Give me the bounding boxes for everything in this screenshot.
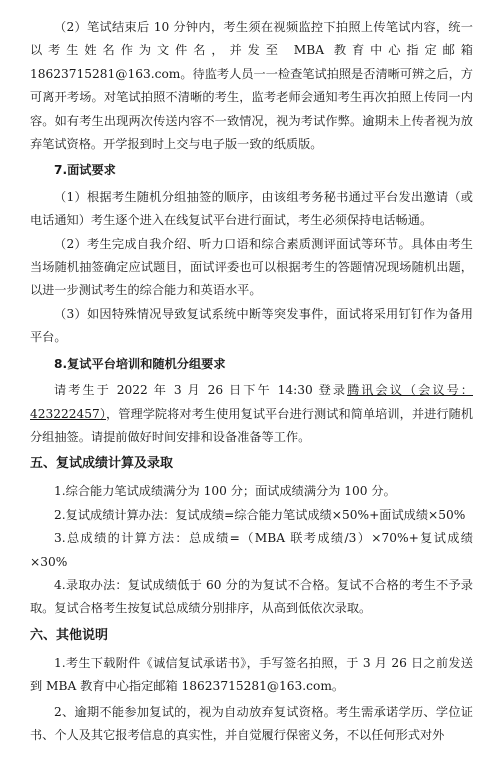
section-8-heading: 8.复试平台培训和随机分组要求 — [54, 356, 226, 371]
section-7-paragraph-2: （2）考生完成自我介绍、听力口语和综合素质测评面试等环节。具体由考生当场随机抽签确定应试题目，面试评委也可以根据考生的答题情况现场随机出题，以进一步测试考生的综合能力和英语水平。 — [30, 236, 473, 298]
section-5-item-4: 4.录取办法：复试成绩低于 60 分的为复试不合格。复试不合格的考生不予录取。复试合格考生按复试总成绩分别排序，从高到低依次录取。 — [30, 577, 473, 616]
written-exam-paragraph-2: （2）笔试结束后 10 分钟内，考生须在视频监控下拍照上传笔试内容，统一以考生姓名作为文件名，并发至 MBA 教育中心指定邮箱 18623715281@163.com。待监考人员一一检查笔试拍照是否清晰可辨之后，方可离开考场。对笔试拍照不清晰的考生，监考老师会通知考生再次拍照上传同一内容。如有考生出现两次传送内容不一致情况，视为考试作弊。逾期未上传者视为放弃笔试资格。开学报到时上交与电子版一致的纸质版。 — [30, 20, 473, 152]
section-5-heading: 五、复试成绩计算及录取 — [30, 456, 174, 472]
section-8-paragraph — [30, 379, 473, 449]
section-6-heading: 六、其他说明 — [30, 627, 109, 643]
tencent-meeting-link[interactable]: 腾讯会议（会议号：423222457） — [30, 383, 473, 421]
section-6-item-1: 1.考生下载附件《诚信复试承诺书》，手写签名拍照，于 3 月 26 日之前发送到 MBA 教育中心指定邮箱 18623715281@163.com。 — [30, 655, 473, 694]
section-5-item-3: 3.总成绩的计算方法：总成绩=（MBA 联考成绩/3）×70%+复试成绩×30% — [30, 531, 473, 569]
section-6-item-2: 2、逾期不能参加复试的，视为自动放弃复试资格。考生需承诺学历、学位证书、个人及其它报考信息的真实性，并自觉履行保密义务，不以任何形式对外 — [30, 704, 473, 742]
section-8-text-after: ，管理学院将对考生使用复试平台进行测试和简单培训，并进行随机分组抽签。请提前做好时间安排和设备准备等工作。 — [30, 406, 474, 444]
section-5-item-2: 2.复试成绩计算办法：复试成绩=综合能力笔试成绩×50%+面试成绩×50% — [54, 507, 466, 522]
section-8-text-before: 请考生于 2022 年 3 月 26 日下午 14:30 登录 — [54, 383, 348, 398]
section-7-heading: 7.面试要求 — [54, 163, 116, 178]
section-5-item-1: 1.综合能力笔试成绩满分为 100 分；面试成绩满分为 100 分。 — [54, 484, 396, 499]
section-7-paragraph-3: （3）如因特殊情况导致复试系统中断等突发事件，面试将采用钉钉作为备用平台。 — [30, 306, 473, 345]
section-7-paragraph-1: （1）根据考生随机分组抽签的顺序，由该组考务秘书通过平台发出邀请（或电话通知）考生逐个进入在线复试平台进行面试，考生必须保持电话畅通。 — [30, 189, 473, 228]
